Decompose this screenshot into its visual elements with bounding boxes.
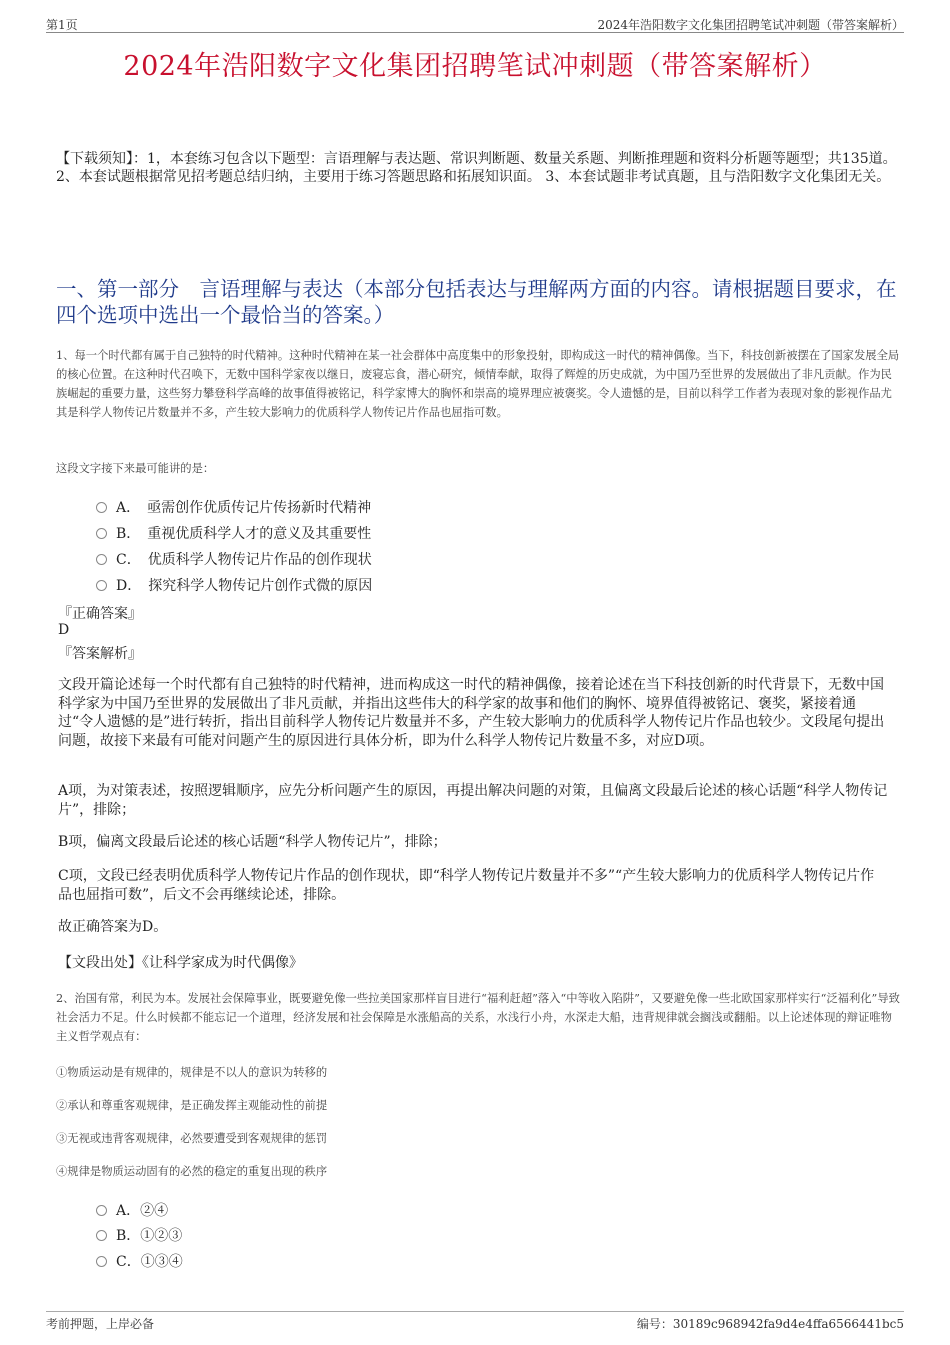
radio-icon[interactable] [96, 1256, 107, 1267]
analysis-label: 『答案解析』 [58, 646, 142, 662]
q1-option-b[interactable]: B． 重视优质科学人才的意义及其重要性 [96, 523, 371, 543]
analysis-paragraph: 文段开篇论述每一个时代都有自己独特的时代精神，进而构成这一时代的精神偶像，接着论述在当下科技创新的时代背景下，无数中国科学家为中国乃至世界的发展做出了非凡贡献，并指出这些伟大的科学家的故事和他们的胸怀、境界值得被铭记、褒奖，紧接着通过“令人遗憾的是”进行转折，指出目前科学人物传记片数量并不多，产生较大影响力的优质科学人物传记片作品也较少。文段尾句提出问题，故接下来最有可能对问题产生的原因进行具体分析，即为什么科学人物传记片数量不多，对应D项。 [58, 677, 885, 749]
q1-option-c[interactable]: C． 优质科学人物传记片作品的创作现状 [96, 549, 372, 569]
analysis-paragraph: A项，为对策表述，按照逻辑顺序，应先分析问题产生的原因，再提出解决问题的对策，且偏离文段最后论述的核心话题“科学人物传记片”，排除； [58, 783, 888, 818]
q1-question: 这段文字接下来最可能讲的是： [56, 462, 215, 475]
radio-icon[interactable] [96, 502, 107, 513]
q2-statement: ③无视或违背客观规律，必然要遭受到客观规律的惩罚 [56, 1132, 328, 1145]
header-doc-title: 2024年浩阳数字文化集团招聘笔试冲刺题（带答案解析） [597, 18, 904, 32]
footer-serial: 编号：30189c968942fa9d4e4ffa6566441bc5 [636, 1317, 904, 1331]
answer-label: 『正确答案』 [58, 606, 142, 622]
section-heading: 一、第一部分 言语理解与表达（本部分包括表达与理解两方面的内容。请根据题目要求，在四个选项中选出一个最恰当的答案。） [56, 277, 897, 327]
q2-option-a[interactable]: A．②④ [96, 1200, 168, 1220]
radio-icon[interactable] [96, 1205, 107, 1216]
page-title: 2024年浩阳数字文化集团招聘笔试冲刺题（带答案解析） [123, 51, 827, 82]
page-header [46, 14, 904, 33]
analysis-paragraph: C项，文段已经表明优质科学人物传记片作品的创作现状，即“科学人物传记片数量并不多”“产生较大影响力的优质科学人物传记片作品也屈指可数”，后文不会再继续论述，排除。 [58, 868, 875, 903]
answer-value: D [58, 622, 70, 638]
footer-slogan: 考前押题，上岸必备 [46, 1317, 155, 1331]
radio-icon[interactable] [96, 1230, 107, 1241]
q2-statement: ②承认和尊重客观规律，是正确发挥主观能动性的前提 [56, 1099, 328, 1112]
q1-option-a[interactable]: A． 亟需创作优质传记片传扬新时代精神 [96, 497, 371, 517]
q2-statement: ④规律是物质运动固有的必然的稳定的重复出现的秩序 [56, 1165, 328, 1178]
analysis-paragraph: B项，偏离文段最后论述的核心话题“科学人物传记片”，排除； [58, 834, 447, 850]
download-notice: 【下载须知】：1，本套练习包含以下题型：言语理解与表达题、常识判断题、数量关系题、判断推理题和资料分析题等题型；共135道。 2、本套试题根据常见招考题总结归纳，主要用于练习答题思路和拓展知识面。 3、本套试题非考试真题，且与浩阳数字文化集团无关。 [56, 151, 897, 185]
q2-option-c[interactable]: C．①③④ [96, 1251, 183, 1271]
analysis-paragraph: 故正确答案为D。 [58, 919, 168, 935]
page-number: 第1页 [46, 18, 78, 32]
page-footer [46, 1311, 904, 1332]
radio-icon[interactable] [96, 554, 107, 565]
q1-stem: 1、每一个时代都有属于自己独特的时代精神。这种时代精神在某一社会群体中高度集中的形象投射，即构成这一时代的精神偶像。当下，科技创新被摆在了国家发展全局的核心位置。在这种时代召唤下，无数中国科学家夜以继日，废寝忘食，潜心研究，倾情奉献，取得了辉煌的历史成就，为中国乃至世界的发展做出了非凡贡献。作为民族崛起的重要力量，这些努力攀登科学高峰的故事值得被铭记，科学家博大的胸怀和崇高的境界理应被褒奖。令人遗憾的是，目前以科学工作者为表现对象的影视作品尤其是科学人物传记片数量并不多，产生较大影响力的优质科学人物传记片作品也屈指可数。 [56, 349, 900, 419]
source-citation: 【文段出处】《让科学家成为时代偶像》 [58, 955, 303, 971]
q2-stem: 2、治国有常，利民为本。发展社会保障事业，既要避免像一些拉美国家那样盲目进行“福利赶超”落入“中等收入陷阱”，又要避免像一些北欧国家那样实行“泛福利化”导致社会活力不足。什么时候都不能忘记一个道理，经济发展和社会保障是水涨船高的关系，水浅行小舟，水深走大船，违背规律就会搁浅或翻船。以上论述体现的辩证唯物主义哲学观点有： [56, 992, 900, 1043]
q2-option-b[interactable]: B．①②③ [96, 1225, 182, 1245]
q2-statement: ①物质运动是有规律的，规律是不以人的意识为转移的 [56, 1066, 328, 1079]
radio-icon[interactable] [96, 580, 107, 591]
radio-icon[interactable] [96, 528, 107, 539]
q1-option-d[interactable]: D． 探究科学人物传记片创作式微的原因 [96, 575, 372, 595]
